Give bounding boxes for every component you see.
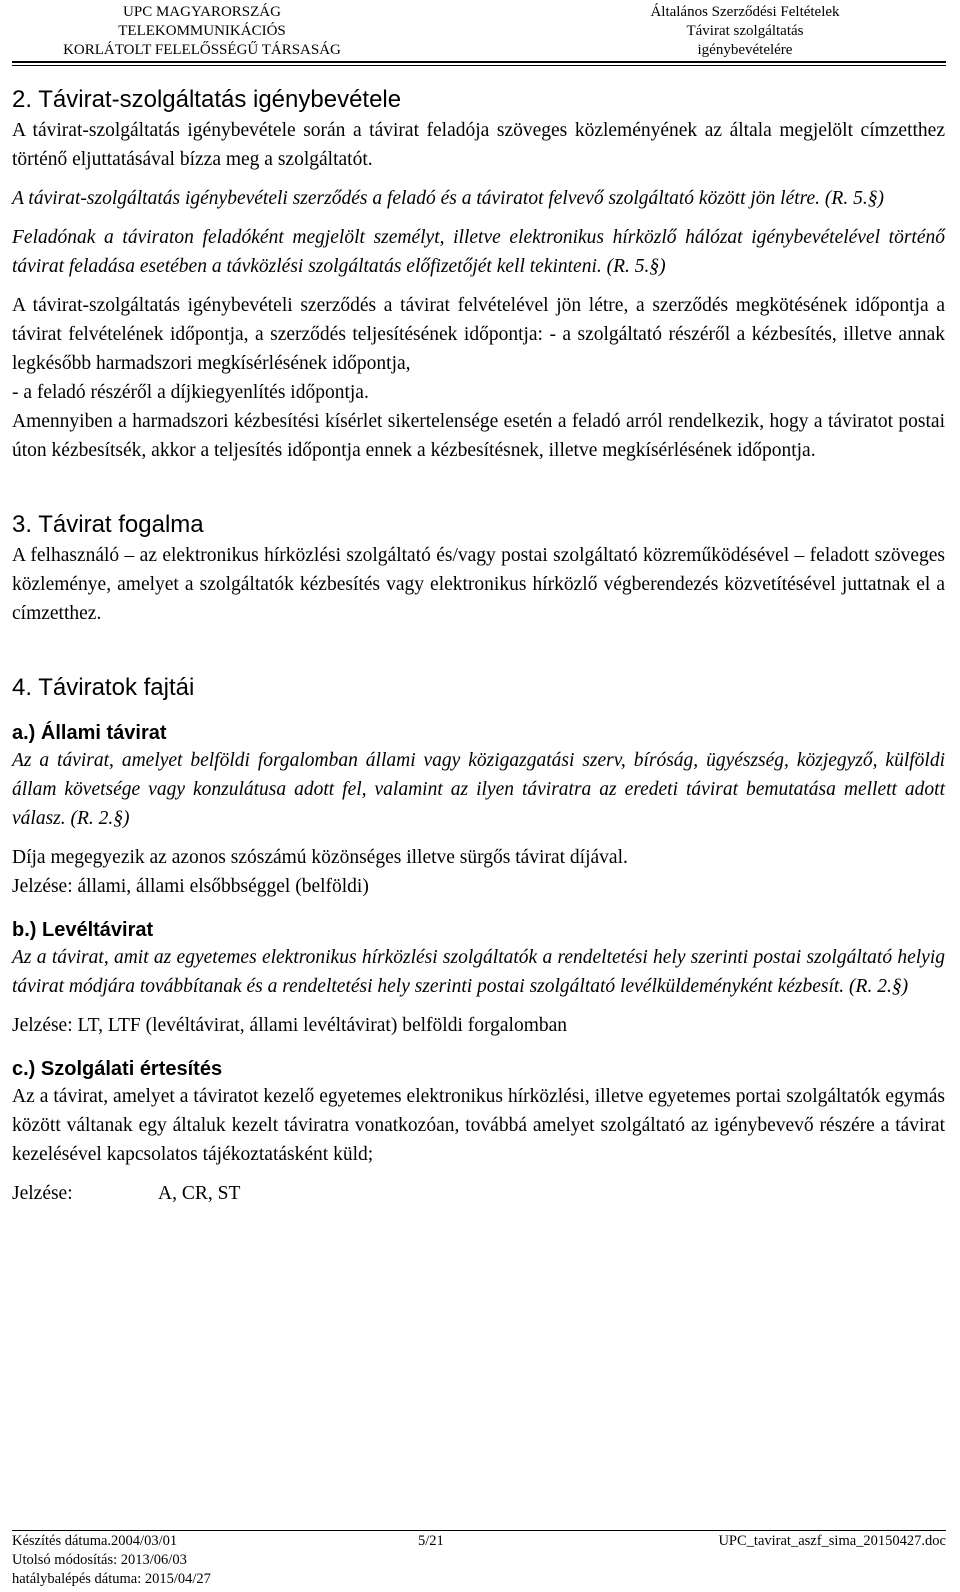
created-date: Készítés dátuma.2004/03/01 <box>12 1533 178 1549</box>
section-3-paragraph: A felhasználó – az elektronikus hírközlési szolgáltató és/vagy postai szolgáltató közreműködésével – feladott szöveges közleménye, amelyet a szolgáltatók kézbesítés vagy elektronikus hírközlő végberendezés közvetítésével juttatnak el a címzetthez. <box>12 545 945 624</box>
subsection-c-mark-label: Jelzése: <box>12 1183 73 1204</box>
section-2-paragraph: Amennyiben a harmadszori kézbesítési kísérlet sikertelensége esetén a feladó arról rendelkezik, hogy a táviratot postai úton kézbesítsék, akkor a teljesítés időpontja ennek a kézbesítésnek, illetve megkísérlésének időpontja. <box>12 411 945 461</box>
subsection-b-mark: Jelzése: LT, LTF (levéltávirat, állami levéltávirat) belföldi forgalomban <box>12 1015 568 1036</box>
modified-date: Utolsó módosítás: 2013/06/03 <box>12 1552 187 1568</box>
section-4-heading: 4. Táviratok fajtái <box>12 674 195 701</box>
document-title-line: igénybevételére <box>697 42 793 58</box>
subsection-a-title: Állami távirat <box>40 722 167 744</box>
subsection-c-definition: Az a távirat, amelyet a táviratot kezelő egyetemes elektronikus hírközlési, illetve egyetemes portai szolgáltatók egymás között váltanak egy általuk kezelt táviratra vonatkozóan, továbbá amelyet szolgáltató az igénybevevő részére a távirat kezelésével kapcsolatos tájékoztatásként küld; <box>12 1086 945 1165</box>
subsection-a-definition: Az a távirat, amelyet belföldi forgalomban állami vagy közigazgatási szerv, bíróság, ügyészség, közjegyző, külföldi állam követsége vagy konzulátusa adott fel, valamint az ilyen táviratra az eredeti távirat bemutatása mellett adott válasz. (R. 2.§) <box>12 750 945 829</box>
subsection-a-heading <box>12 720 945 746</box>
subsection-c-mark-value: A, CR, ST <box>158 1183 241 1204</box>
subsection-b-prefix: b.) <box>12 919 37 941</box>
header-rule <box>12 61 946 63</box>
section-2-paragraph: - a feladó részéről a díjkiegyenlítés időpontja. <box>12 382 369 403</box>
section-2-italic-paragraph: A távirat-szolgáltatás igénybevételi szerződés a feladó és a táviratot felvevő szolgáltató között jön létre. (R. 5.§) <box>12 188 884 209</box>
subsection-b-title: Levéltávirat <box>42 919 154 941</box>
subsection-c-title: Szolgálati értesítés <box>40 1058 223 1080</box>
footer-rule <box>12 1530 946 1531</box>
header-rule-thin <box>12 65 946 66</box>
section-2-paragraph: A távirat-szolgáltatás igénybevétele során a távirat feladója szöveges közleményének az általa megjelölt címzetthez történő eljuttatásával bízza meg a szolgáltatót. <box>12 120 945 170</box>
document-title-line: Távirat szolgáltatás <box>686 23 804 39</box>
effective-date: hatálybalépés dátuma: 2015/04/27 <box>12 1571 211 1587</box>
section-3-heading: 3. Távirat fogalma <box>12 511 204 538</box>
document-title <box>600 3 890 60</box>
subsection-c-heading <box>12 1056 945 1082</box>
document-title-line: Általános Szerződési Feltételek <box>650 4 840 20</box>
footer-dates <box>12 1532 211 1589</box>
company-name <box>12 3 392 60</box>
subsection-c-prefix: c.) <box>12 1058 36 1080</box>
subsection-c-mark <box>12 1179 945 1208</box>
file-name: UPC_tavirat_aszf_sima_20150427.doc <box>718 1533 946 1549</box>
section-2-italic-paragraph: Feladónak a táviraton feladóként megjelölt személyt, illetve elektronikus hírközlő hálózat igénybevételével történő távirat feladása esetében a távközlési szolgáltatás előfizetőjét kell tekinteni. (R. 5.§) <box>12 227 945 277</box>
subsection-a-mark: Jelzése: állami, állami elsőbbséggel (belföldi) <box>12 876 369 897</box>
subsection-a-prefix: a.) <box>12 722 36 744</box>
subsection-a-fee: Díja megegyezik az azonos szószámú közönséges illetve sürgős távirat díjával. <box>12 847 628 868</box>
section-2-heading: 2. Távirat-szolgáltatás igénybevétele <box>12 86 402 113</box>
section-2-paragraph: A távirat-szolgáltatás igénybevételi szerződés a távirat felvételével jön létre, a szerződés megkötésének időpontja a távirat felvételének időpontja, a szerződés teljesítésének időpontja: - a szolgáltató részéről a kézbesítés, illetve annak legkésőbb harmadszori megkísérlésének időpontja, <box>12 295 945 374</box>
company-name-line: UPC MAGYARORSZÁG <box>123 4 281 20</box>
document-body <box>12 84 945 1208</box>
company-name-line: TELEKOMMUNIKÁCIÓS <box>118 23 286 39</box>
subsection-b-heading <box>12 917 945 943</box>
page-number: 5/21 <box>418 1533 444 1549</box>
subsection-b-definition: Az a távirat, amit az egyetemes elektronikus hírközlési szolgáltatók a rendeltetési hely szerinti postai szolgáltató helyig távirat módjára továbbítanak és a rendeltetési hely szerinti postai szolgáltató levélküldeményként kézbesít. (R. 2.§) <box>12 947 945 997</box>
page-header <box>0 0 960 62</box>
company-name-line: KORLÁTOLT FELELŐSSÉGŰ TÁRSASÁG <box>63 42 341 58</box>
